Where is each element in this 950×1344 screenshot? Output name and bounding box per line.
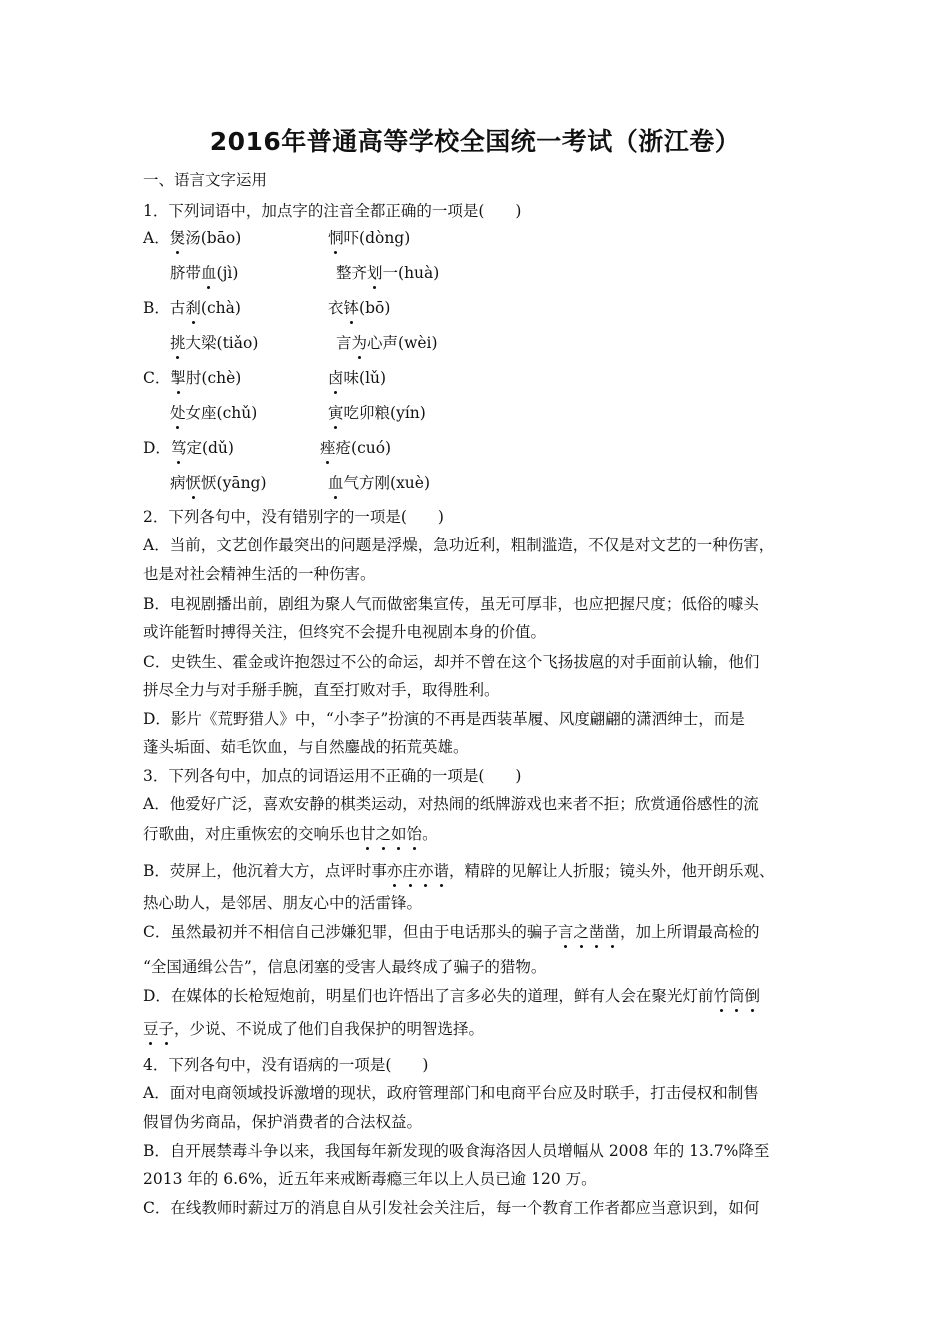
dotted-char: 煲 xyxy=(169,229,186,247)
q4-option-a-line2: 假冒伪劣商品，保护消费者的合法权益。 xyxy=(143,1113,423,1131)
q4-option-b-line1: B．自开展禁毒斗争以来，我国每年新发现的吸食海洛因人员增幅从 2008 年的 13.7%降至 xyxy=(143,1142,770,1160)
question-1-stem: 1．下列词语中，加点字的注音全都正确的一项是( ) xyxy=(143,202,522,220)
q3-option-b-line2: 热心助人，是邻居、朋友心中的活雷锋。 xyxy=(143,894,423,912)
dotted-char: 钵 xyxy=(343,299,360,317)
dotted-char: 亦 xyxy=(386,862,403,880)
q3-option-a-line2: 行歌曲，对庄重恢宏的交响乐也甘之如饴。 xyxy=(143,825,438,843)
q2-option-b-line2: 或许能暂时搏得关注，但终究不会提升电视剧本身的价值。 xyxy=(143,623,547,641)
q4-option-b-line2: 2013 年的 6.6%，近五年来戒断毒瘾三年以上人员已逾 120 万。 xyxy=(143,1170,597,1188)
question-4-stem: 4．下列各句中，没有语病的一项是( ) xyxy=(143,1056,429,1074)
q1-option-d-line1: D．笃定(dǔ) 痤疮(cuó) xyxy=(143,439,392,457)
q3-option-c-line1: C．虽然最初并不相信自己涉嫌犯罪，但由于电话那头的骗子言之凿凿，加上所谓最高检的 xyxy=(143,923,760,941)
option-label: B． xyxy=(143,299,170,317)
dotted-char: 处 xyxy=(170,404,186,422)
dotted-char: 如 xyxy=(391,825,407,843)
dotted-char: 恫 xyxy=(328,229,344,247)
dotted-char: 庄 xyxy=(402,862,418,880)
q1-option-b-line1: B．古刹(chà) 衣钵(bō) xyxy=(143,299,391,317)
q1-option-d-line2: 病恹恹(yāng) 血气方刚(xuè) xyxy=(170,474,431,492)
option-label: C． xyxy=(143,369,171,387)
dotted-char: 刹 xyxy=(185,299,201,317)
dotted-char: 子 xyxy=(158,1020,175,1038)
q4-option-a-line1: A．面对电商领域投诉激增的现状，政府管理部门和电商平台应及时联手，打击侵权和制售 xyxy=(143,1084,759,1102)
dotted-char: 甘 xyxy=(360,825,376,843)
q2-option-a-line2: 也是对社会精神生活的一种伤害。 xyxy=(143,565,376,583)
q3-option-d-line2: 豆子，少说、不说成了他们自我保护的明智选择。 xyxy=(143,1020,485,1038)
dotted-char: 挑 xyxy=(170,334,186,352)
q1-option-b-line2: 挑大梁(tiǎo) 言为心声(wèi) xyxy=(170,334,438,352)
section-heading: 一、语言文字运用 xyxy=(143,171,268,189)
dotted-char: 言 xyxy=(557,923,574,941)
q2-option-a-line1: A．当前，文艺创作最突出的问题是浮燥，急功近利，粗制滥造，不仅是对文艺的一种伤害， xyxy=(143,536,775,554)
dotted-char: 亦 xyxy=(417,862,434,880)
q2-option-b-line1: B．电视剧播出前，剧组为聚人气而做密集宣传，虽无可厚非，也应把握尺度；低俗的噱头 xyxy=(143,595,759,613)
option-label: D． xyxy=(143,439,171,457)
q2-option-d-line2: 蓬头垢面、茹毛饮血，与自然鏖战的拓荒英雄。 xyxy=(143,738,469,756)
dotted-char: 之 xyxy=(573,923,589,941)
dotted-char: 掣 xyxy=(170,369,186,387)
dotted-char: 血 xyxy=(328,474,344,492)
dotted-char: 凿 xyxy=(588,923,605,941)
dotted-char: 痤 xyxy=(320,439,336,457)
q2-option-c-line1: C．史铁生、霍金或许抱怨过不公的命运，却并不曾在这个飞扬拔扈的对手面前认输，他们 xyxy=(143,653,760,671)
question-3-stem: 3．下列各句中，加点的词语运用不正确的一项是( ) xyxy=(143,767,522,785)
dotted-char: 为 xyxy=(351,334,368,352)
dotted-char: 竹 xyxy=(713,987,729,1005)
dotted-char: 笃 xyxy=(170,439,187,457)
option-label: A． xyxy=(143,229,170,247)
q1-option-c-line1: C．掣肘(chè) 卤味(lǔ) xyxy=(143,369,387,387)
q2-option-c-line2: 拼尽全力与对手掰手腕，直至打败对手，取得胜利。 xyxy=(143,681,500,699)
dotted-char: 谐 xyxy=(433,862,449,880)
page-title: 2016年普通高等学校全国统一考试（浙江卷） xyxy=(209,127,741,156)
dotted-char: 豆 xyxy=(143,1020,159,1038)
dotted-char: 划 xyxy=(367,264,383,282)
q1-option-a-line1: A．煲汤(bāo) 恫吓(dòng) xyxy=(143,229,411,247)
q4-option-c-line1: C．在线教师时薪过万的消息自从引发社会关注后，每一个教育工作者都应当意识到，如何 xyxy=(143,1199,760,1217)
dotted-char: 血 xyxy=(201,264,217,282)
q3-option-c-line2: “全国通缉公告”，信息闭塞的受害人最终成了骗子的猎物。 xyxy=(143,958,547,976)
q1-option-a-line2: 脐带血(jì) 整齐划一(huà) xyxy=(170,264,440,282)
dotted-char: 恹 xyxy=(185,474,202,492)
dotted-char: 倒 xyxy=(744,987,760,1005)
q2-option-d-line1: D．影片《荒野猎人》中，“小李子”扮演的不再是西装革履、风度翩翩的潇洒绅士，而是 xyxy=(143,710,745,728)
q1-option-c-line2: 处女座(chǔ) 寅吃卯粮(yín) xyxy=(170,404,426,422)
q3-option-b-line1: B．荧屏上，他沉着大方，点评时事亦庄亦谐，精辟的见解让人折服；镜头外，他开朗乐观、 xyxy=(143,862,775,880)
dotted-char: 饴 xyxy=(406,825,423,843)
dotted-char: 寅 xyxy=(328,404,344,422)
q3-option-d-line1: D．在媒体的长枪短炮前，明星们也许悟出了言多必失的道理，鲜有人会在聚光灯前竹筒倒 xyxy=(143,987,760,1005)
dotted-char: 筒 xyxy=(728,987,745,1005)
dotted-char: 之 xyxy=(375,825,392,843)
dotted-char: 凿 xyxy=(604,923,620,941)
dotted-char: 卤 xyxy=(328,369,344,387)
question-2-stem: 2．下列各句中，没有错别字的一项是( ) xyxy=(143,508,444,526)
q3-option-a-line1: A．他爱好广泛，喜欢安静的棋类运动，对热闹的纸牌游戏也来者不拒；欣赏通俗感性的流 xyxy=(143,795,759,813)
